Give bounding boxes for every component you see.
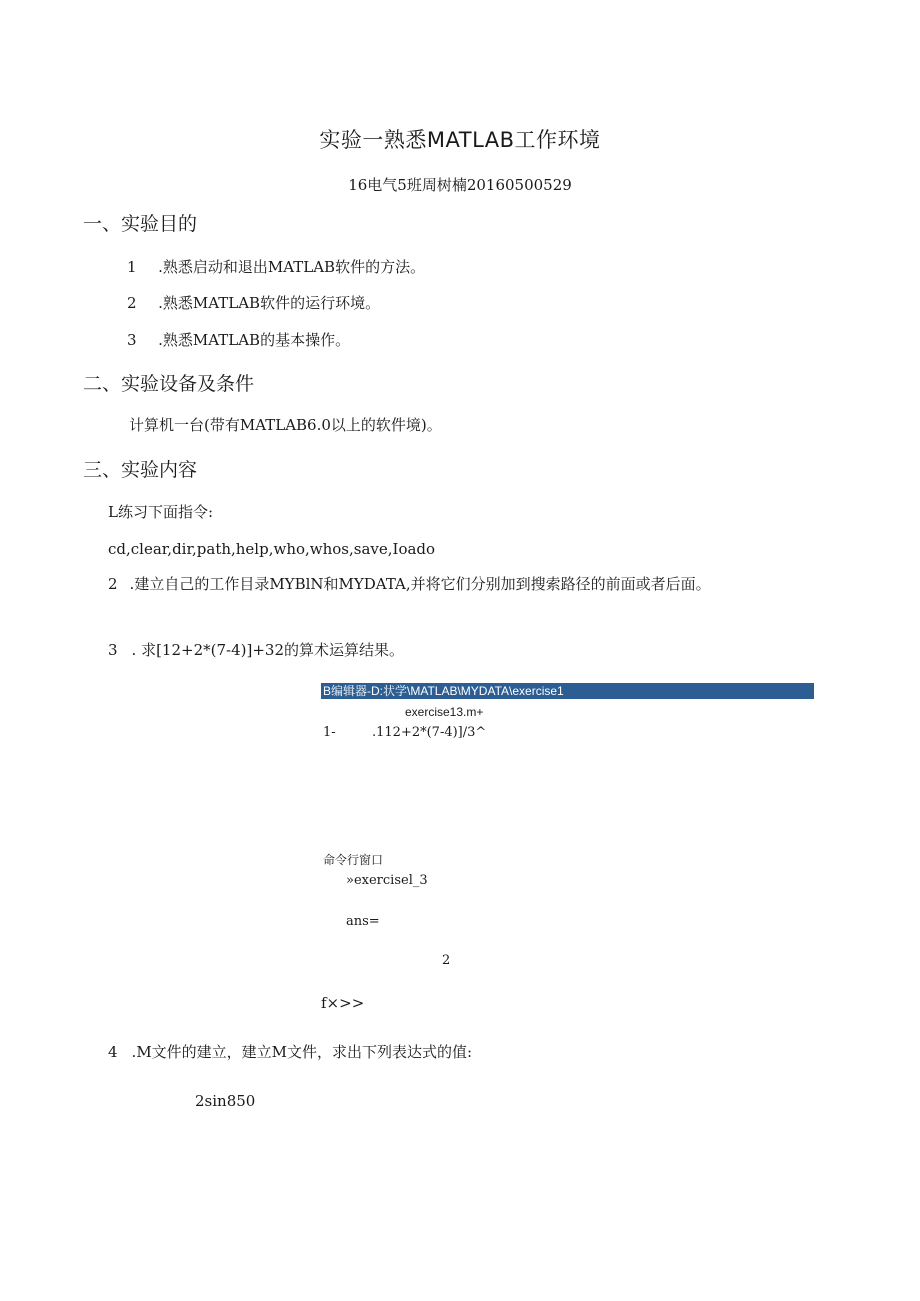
- objective-item: [127, 292, 380, 313]
- command-input: »exercisel_3: [346, 873, 428, 888]
- item-text: .熟悉启动和退出MATLAB软件的方法。: [158, 258, 426, 276]
- item-text: .建立自己的工作目录MYBlN和MYDATA,并将它们分别加到搜索路径的前面或者后面。: [129, 575, 711, 593]
- item-text: .熟悉MATLAB软件的运行环境。: [158, 294, 381, 312]
- formula: 2sin850: [195, 1092, 256, 1110]
- ans-value: 2: [442, 953, 451, 968]
- item-number: 3: [127, 331, 137, 349]
- editor-title-bar: B编辑器-D:状学\MATLAB\MYDATA\exercise1: [321, 683, 814, 699]
- item-number: 4: [108, 1043, 118, 1061]
- ans-label: ans=: [346, 914, 380, 929]
- objective-item: [127, 256, 425, 277]
- command-window-title: 命令行窗口: [323, 853, 384, 867]
- command-list: cd,clear,dir,path,help,who,whos,save,Ioado: [108, 540, 436, 558]
- item-number: 1: [127, 258, 137, 276]
- content-item-2: [83, 571, 813, 598]
- section-heading-content: 三、实验内容: [83, 459, 198, 481]
- section-heading-equipment: 二、实验设备及条件: [83, 373, 255, 395]
- objective-item: [127, 329, 350, 350]
- command-prompt[interactable]: f×>>: [321, 994, 365, 1012]
- item-number: 2: [108, 575, 118, 593]
- content-item-1: L练习下面指令:: [108, 503, 214, 521]
- document-title: 实验一熟悉MATLAB工作环境: [319, 128, 601, 152]
- author-line: 16电气5班周树楠20160500529: [348, 176, 572, 194]
- section-heading-objectives: 一、实验目的: [83, 213, 198, 235]
- editor-code-line: .112+2*(7-4)]/3^: [372, 725, 487, 740]
- content-item-3: [108, 639, 404, 660]
- item-text: .M文件的建立，建立M文件，求出下列表达式的值:: [131, 1043, 473, 1061]
- editor-file-tab[interactable]: exercise13.m+: [405, 705, 484, 719]
- item-text: .熟悉MATLAB的基本操作。: [158, 331, 351, 349]
- item-number: 3: [108, 641, 118, 659]
- editor-line-number: 1-: [323, 725, 336, 740]
- item-number: 2: [127, 294, 137, 312]
- content-item-4: [108, 1041, 472, 1062]
- item-text: . 求[12+2*(7-4)]+32的算术运算结果。: [131, 641, 405, 659]
- equipment-text: 计算机一台(带有MATLAB6.0以上的软件境)。: [129, 416, 442, 434]
